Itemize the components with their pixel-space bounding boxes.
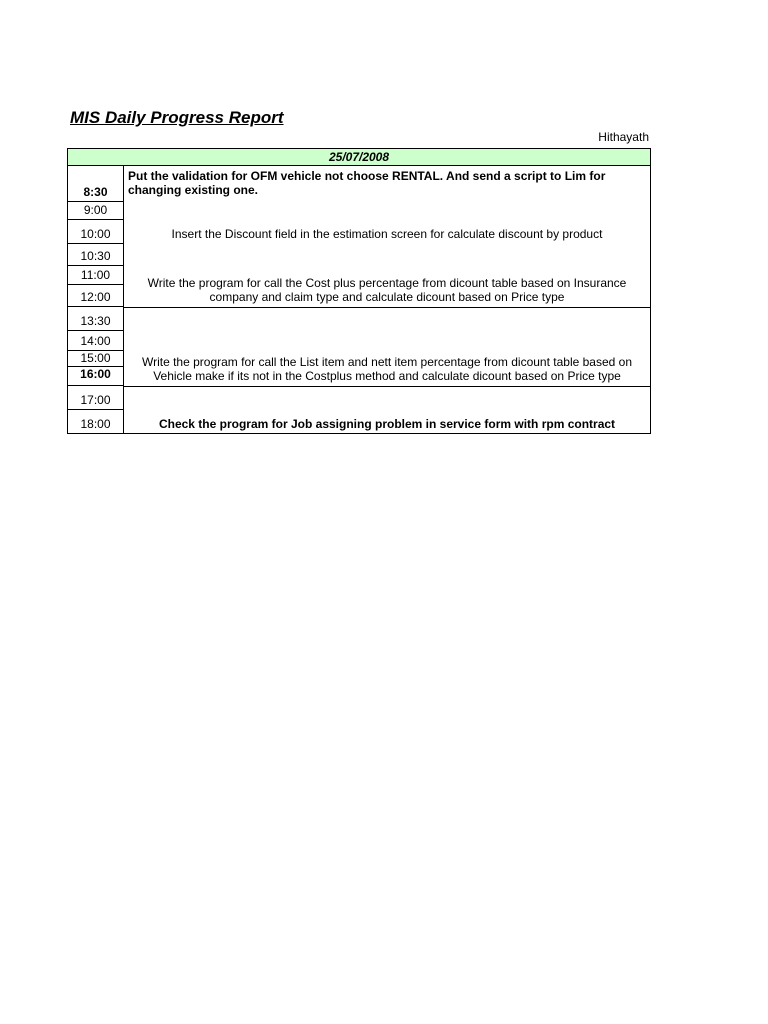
row-divider bbox=[124, 307, 650, 308]
task-column bbox=[124, 165, 651, 434]
time-cell: 9:00 bbox=[67, 202, 124, 220]
schedule-table bbox=[67, 148, 651, 434]
row-divider bbox=[124, 386, 650, 387]
report-date: 25/07/2008 bbox=[67, 148, 651, 166]
time-cell: 10:30 bbox=[67, 244, 124, 266]
author-name: Hithayath bbox=[598, 130, 649, 144]
task-entry: Insert the Discount field in the estimation screen for calculate discount by product bbox=[171, 227, 603, 241]
time-cell: 14:00 bbox=[67, 331, 124, 351]
time-cell: 13:30 bbox=[67, 307, 124, 331]
time-cell: 8:30 bbox=[67, 165, 124, 202]
time-cell: 15:00 bbox=[67, 351, 124, 367]
task-entry: Write the program for call the Cost plus percentage from dicount table based on Insurance company and claim type and calculate dicount based on Price type bbox=[147, 276, 627, 304]
task-entry: Write the program for call the List item and nett item percentage from dicount table based on Vehicle make if its not in the Costplus method and calculate dicount based on Price type bbox=[141, 355, 633, 383]
report-title: MIS Daily Progress Report bbox=[70, 108, 284, 127]
time-cell: 16:00 bbox=[67, 367, 124, 386]
task-entry: Check the program for Job assigning problem in service form with rpm contract bbox=[158, 417, 616, 431]
task-entry: Put the validation for OFM vehicle not choose RENTAL. And send a script to Lim for changing existing one. bbox=[128, 169, 606, 197]
time-cell: 18:00 bbox=[67, 410, 124, 434]
time-cell: 10:00 bbox=[67, 220, 124, 244]
time-cell: 11:00 bbox=[67, 266, 124, 285]
time-cell: 17:00 bbox=[67, 386, 124, 410]
time-column bbox=[67, 165, 124, 434]
time-cell: 12:00 bbox=[67, 285, 124, 307]
row-divider bbox=[124, 433, 650, 434]
